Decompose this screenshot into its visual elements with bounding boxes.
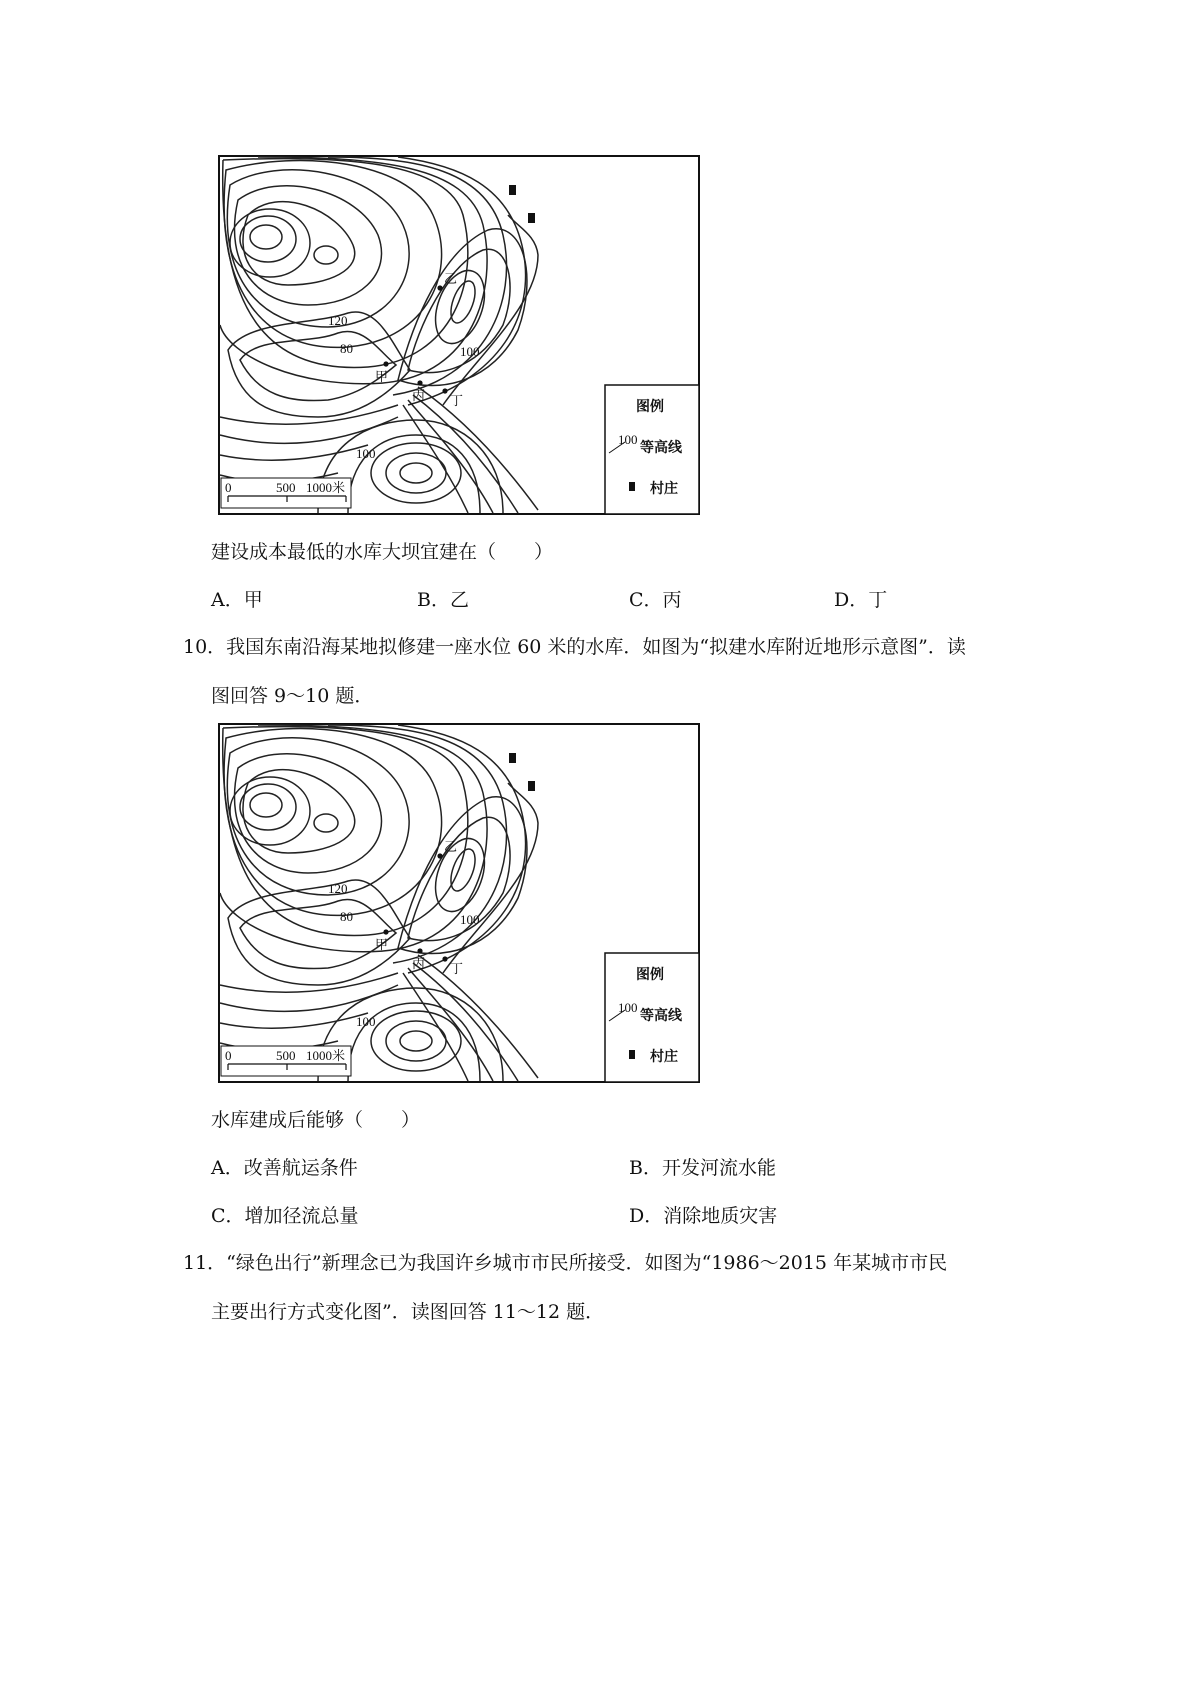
contour-label-100-east: 100 [460, 344, 480, 359]
legend [605, 385, 699, 514]
q9-option-a: A．甲 [211, 589, 263, 611]
contour-label-80: 80 [340, 909, 353, 924]
q10-text-line2: 图回答 9～10 题． [211, 685, 374, 707]
point-yi [437, 285, 442, 290]
q10-stem: 水库建成后能够（ ） [211, 1109, 421, 1131]
legend-village-text: 村庄 [650, 481, 678, 497]
scale-1000: 1000米 [306, 480, 346, 495]
legend-contour-text: 等高线 [640, 440, 682, 456]
contour-label-100-south: 100 [356, 446, 376, 461]
point-ding [442, 956, 447, 961]
legend-village-marker [629, 482, 635, 491]
q11-text-line2: 主要出行方式变化图”．读图回答 11～12 题． [211, 1301, 605, 1323]
contour-label-120: 120 [328, 881, 348, 896]
label-ding: 丁 [450, 393, 464, 408]
scale-500: 500 [276, 480, 296, 495]
label-ding: 丁 [450, 961, 464, 976]
label-bing: 丙 [412, 956, 426, 971]
legend-contour-value: 100 [618, 1000, 638, 1015]
contour-label-100-south: 100 [356, 1014, 376, 1029]
point-bing [417, 948, 422, 953]
q10-text-line1: 10．我国东南沿海某地拟修建一座水位 60 米的水库．如图为“拟建水库附近地形示意图”．读 [183, 636, 966, 658]
label-yi: 乙 [444, 271, 458, 286]
q9-option-b: B．乙 [417, 589, 469, 611]
contour-label-120: 120 [328, 313, 348, 328]
legend-title: 图例 [636, 399, 664, 415]
q10-option-d: D．消除地质灾害 [629, 1205, 778, 1227]
village-marker [528, 213, 535, 223]
point-yi [437, 853, 442, 858]
legend-contour-text: 等高线 [640, 1008, 682, 1024]
scale-0: 0 [225, 1048, 232, 1063]
q9-option-c: C．丙 [629, 589, 682, 611]
legend-title: 图例 [636, 967, 664, 983]
scale-500: 500 [276, 1048, 296, 1063]
q9-option-d: D．丁 [834, 589, 888, 611]
legend-village-marker [629, 1050, 635, 1059]
label-jia: 甲 [375, 937, 389, 952]
scale-bar [221, 478, 351, 508]
q10-option-b: B．开发河流水能 [629, 1157, 776, 1179]
contour-map-svg [218, 723, 700, 1083]
village-marker [509, 753, 516, 763]
contour-map-1 [218, 155, 700, 515]
legend-village-text: 村庄 [650, 1049, 678, 1065]
contour-map-2 [218, 723, 700, 1083]
contour-map-svg [218, 155, 700, 515]
point-jia [383, 361, 388, 366]
contour-label-80: 80 [340, 341, 353, 356]
scale-bar [221, 1046, 351, 1076]
q10-option-a: A．改善航运条件 [211, 1157, 358, 1179]
label-yi: 乙 [444, 839, 458, 854]
point-ding [442, 388, 447, 393]
village-marker [528, 781, 535, 791]
label-bing: 丙 [412, 388, 426, 403]
q11-text-line1: 11．“绿色出行”新理念已为我国许乡城市市民所接受．如图为“1986～2015 年某城市市民 [183, 1252, 948, 1274]
point-jia [383, 929, 388, 934]
q9-stem: 建设成本最低的水库大坝宜建在（ ） [211, 541, 554, 563]
village-marker [509, 185, 516, 195]
label-jia: 甲 [375, 369, 389, 384]
contour-label-100-east: 100 [460, 912, 480, 927]
scale-1000: 1000米 [306, 1048, 346, 1063]
point-bing [417, 380, 422, 385]
q10-option-c: C．增加径流总量 [211, 1205, 359, 1227]
legend [605, 953, 699, 1082]
scale-0: 0 [225, 480, 232, 495]
legend-contour-value: 100 [618, 432, 638, 447]
